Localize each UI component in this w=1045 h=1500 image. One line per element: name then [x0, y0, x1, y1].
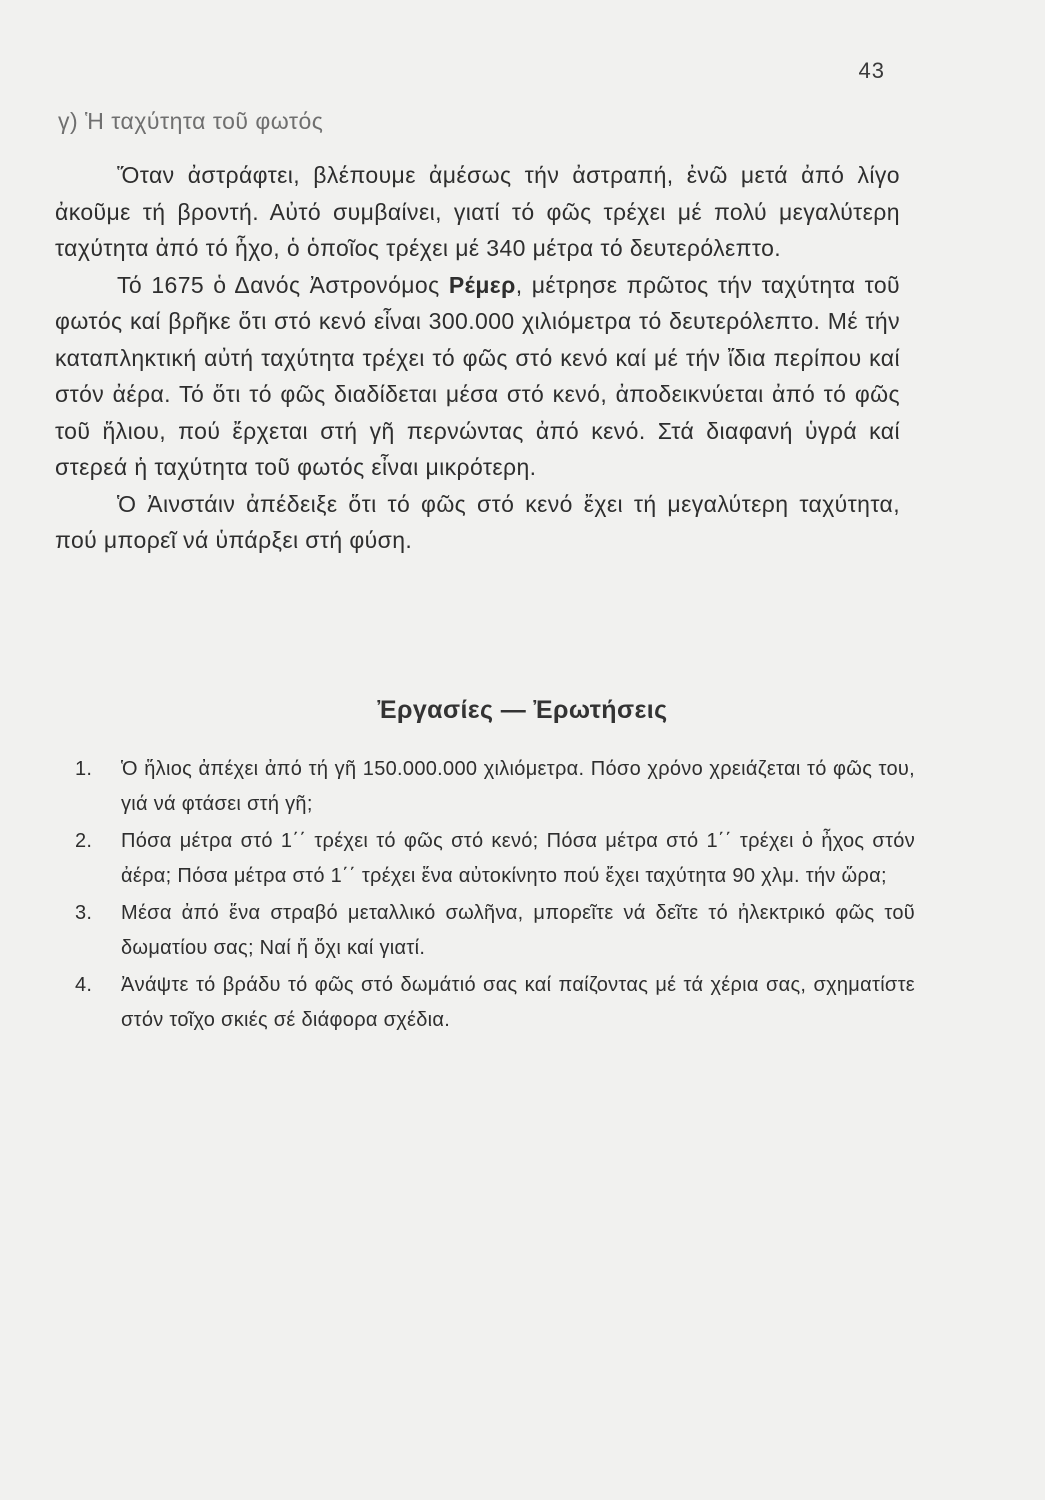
paragraph-roemer: [55, 267, 900, 486]
exercise-item: [75, 968, 915, 1038]
exercise-number: 4.: [75, 974, 93, 996]
exercise-number: 1.: [75, 758, 93, 780]
exercise-item: [75, 896, 915, 966]
paragraph-roemer-start: Τό 1675 ὁ Δανός Ἀστρονόμος: [117, 271, 449, 298]
exercise-number: 3.: [75, 902, 93, 924]
exercise-list: [75, 752, 915, 1040]
page-number: 43: [858, 58, 885, 83]
exercise-text: Μέσα ἀπό ἕνα στραβό μεταλλικό σωλῆνα, μπορεῖτε νά δεῖτε τό ἠλεκτρικό φῶς τοῦ δωματίου σας; Ναί ἤ ὄχι καί γιατί.: [121, 902, 915, 959]
exercise-number: 2.: [75, 830, 93, 852]
exercise-item: [75, 824, 915, 894]
exercise-text: Πόσα μέτρα στό 1΄΄ τρέχει τό φῶς στό κενό; Πόσα μέτρα στό 1΄΄ τρέχει ὁ ἦχος στόν ἀέρα; Πόσα μέτρα στό 1΄΄ τρέχει ἕνα αὐτοκίνητο πού ἔχει ταχύτητα 90 χλμ. τήν ὥρα;: [121, 830, 915, 887]
section-heading: γ) Ἡ ταχύτητα τοῦ φωτός: [58, 108, 324, 134]
paragraph-einstein: Ὁ Ἀινστάιν ἀπέδειξε ὅτι τό φῶς στό κενό ἔχει τή μεγαλύτερη ταχύτητα, πού μπορεῖ νά ὑπάρξει στή φύση.: [55, 490, 900, 553]
exercises-title: Ἐργασίες — Ἐρωτήσεις: [377, 696, 668, 724]
exercise-item: [75, 752, 915, 822]
paragraph-roemer-rest: , μέτρησε πρῶτος τήν ταχύτητα τοῦ φωτός καί βρῆκε ὅτι στό κενό εἶναι 300.000 χιλιόμετρα τό δευτερόλεπτο. Μέ τήν καταπληκτική αὐτή ταχύτητα τρέχει τό φῶς στό κενό καί μέ τήν ἴδια περίπου καί στόν ἀέρα. Τό ὅτι τό φῶς διαδίδεται μέσα στό κενό, ἀποδεικνύεται ἀπό τό φῶς τοῦ ἥλιου, πού ἔρχεται στή γῆ περνώντας ἀπό κενό. Στά διαφανή ὑγρά καί στερεά ἡ ταχύτητα τοῦ φωτός εἶναι μικρότερη.: [55, 271, 900, 480]
exercise-text: Ἀνάψτε τό βράδυ τό φῶς στό δωμάτιό σας καί παίζοντας μέ τά χέρια σας, σχηματίστε στόν τοῖχο σκιές σέ διάφορα σχέδια.: [121, 974, 915, 1031]
body-text: [55, 157, 900, 559]
roemer-name: Ρέμερ: [448, 271, 516, 298]
paragraph-lightning: Ὅταν ἀστράφτει, βλέπουμε ἀμέσως τήν ἀστραπή, ἐνῶ μετά ἀπό λίγο ἀκοῦμε τή βροντή. Αὐτό συμβαίνει, γιατί τό φῶς τρέχει μέ πολύ μεγαλύτερη ταχύτητα ἀπό τό ἦχο, ὁ ὁποῖος τρέχει μέ 340 μέτρα τό δευτερόλεπτο.: [55, 162, 900, 261]
exercise-text: Ὁ ἥλιος ἀπέχει ἀπό τή γῆ 150.000.000 χιλιόμετρα. Πόσο χρόνο χρειάζεται τό φῶς του, γιά νά φτάσει στή γῆ;: [121, 758, 915, 815]
